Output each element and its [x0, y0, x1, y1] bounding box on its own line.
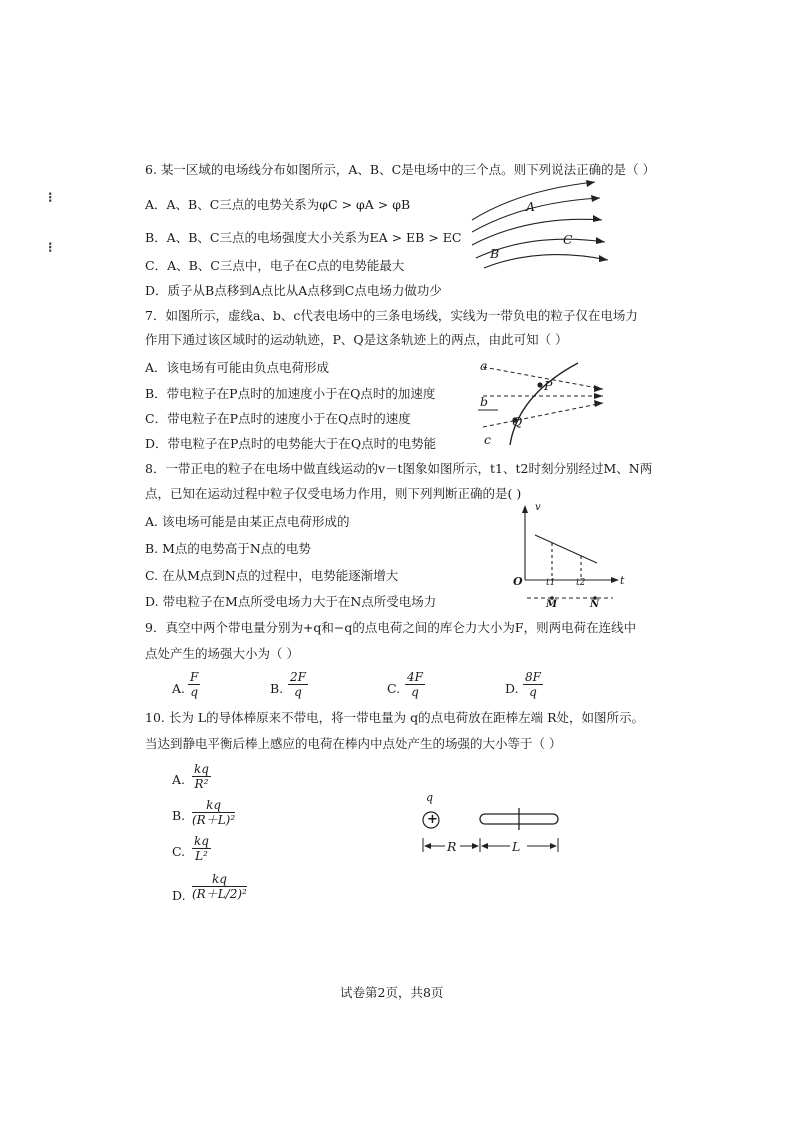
q10-length-l-label: L	[512, 839, 521, 854]
q10-option-b-denominator: (R＋L)²	[192, 813, 236, 827]
q8-tick-label-t1: t1	[546, 578, 556, 588]
q9-option-d-denominator: q	[529, 685, 537, 699]
q10-option-d-denominator: (R＋L/2)²	[192, 887, 247, 901]
q10-option-b-fraction	[192, 798, 235, 827]
q8-stem-line1: 8．一带正电的粒子在电场中做直线运动的v－t图象如图所示，t1、t2时刻分别经过M、N两	[145, 461, 653, 476]
q10-option-d-label: D.	[172, 888, 186, 903]
q9-option-c-label: C.	[387, 681, 401, 696]
q6-fig-label-c: C	[563, 232, 573, 247]
q10-stem-line1: 10. 长为 L的导体棒原来不带电，将一带电量为 q的点电荷放在距棒左端 R处，如图所示。	[145, 710, 644, 725]
q10-charge-label: q	[426, 791, 434, 804]
margin-mark: ⁝	[48, 240, 53, 256]
q10-option-a-fraction	[192, 762, 211, 791]
q8-option-c: C. 在从M点到N点的过程中，电势能逐渐增大	[145, 568, 399, 583]
q8-point-label-n: N	[590, 599, 600, 610]
q9-stem-line2: 点处产生的场强大小为（ ）	[145, 646, 299, 661]
q9-option-a-fraction	[188, 670, 200, 699]
q7-fig-label-q: Q	[512, 414, 523, 429]
q10-option-d-numerator: kq	[192, 872, 247, 887]
q9-stem-line1: 9．真空中两个带电量分别为+q和−q的点电荷之间的库仑力大小为F，则两电荷在连线中	[145, 620, 637, 635]
q9-option-b-label: B.	[270, 681, 284, 696]
q7-trajectory-figure	[478, 355, 613, 445]
page-footer: 试卷第2页，共8页	[340, 985, 444, 1000]
q10-option-b-label: B.	[172, 808, 186, 823]
margin-mark: ⁝	[48, 190, 53, 206]
q9-option-a-label: A.	[172, 681, 186, 696]
q6-stem: 6. 某一区域的电场线分布如图所示，A、B、C是电场中的三个点。则下列说法正确的是（ ）	[145, 162, 656, 177]
q7-stem-line2: 作用下通过该区域时的运动轨迹，P、Q是这条轨迹上的两点，由此可知（ ）	[145, 332, 568, 347]
q9-option-d-numerator: 8F	[525, 670, 541, 684]
q10-option-a-numerator: kq	[194, 762, 209, 776]
q7-option-a: A．该电场有可能由负点电荷形成	[145, 360, 330, 375]
q7-fig-label-c: c	[484, 432, 492, 447]
q9-option-b-numerator: 2F	[290, 670, 306, 684]
q9-option-c-denominator: q	[411, 685, 419, 699]
q10-distance-r-label: R	[447, 839, 457, 854]
q6-option-b: B．A、B、C三点的电场强度大小关系为EA > EB > EC	[145, 230, 462, 245]
q7-fig-label-p: P	[544, 378, 553, 393]
q9-option-d-label: D.	[505, 681, 519, 696]
q10-option-a-label: A.	[172, 772, 186, 787]
q10-charge-rod-figure	[415, 800, 565, 870]
q10-option-b-numerator: kq	[192, 798, 235, 813]
q10-plus-sign: +	[427, 812, 438, 827]
q7-stem-line1: 7．如图所示，虚线a、b、c代表电场中的三条电场线，实线为一带负电的粒子仅在电场力	[145, 308, 638, 323]
q8-option-a: A. 该电场可能是由某正点电荷形成的	[145, 514, 350, 529]
q7-option-d: D．带电粒子在P点时的电势能大于在Q点时的电势能	[145, 436, 437, 451]
q8-axis-label-t: t	[620, 574, 625, 587]
q7-fig-label-b: b	[480, 394, 489, 409]
q8-vt-graph	[515, 505, 625, 605]
q8-point-label-m: M	[546, 599, 558, 610]
q7-fig-label-a: a	[480, 358, 488, 373]
q9-option-b-denominator: q	[294, 685, 302, 699]
q10-option-c-denominator: L²	[195, 849, 208, 863]
q6-fig-label-b: B	[490, 246, 500, 261]
q10-stem-line2: 当达到静电平衡后棒上感应的电荷在棒内中点处产生的场强的大小等于（ ）	[145, 736, 562, 751]
q8-stem-line2: 点，已知在运动过程中粒子仅受电场力作用，则下列判断正确的是( )	[145, 486, 522, 501]
q9-option-b-fraction	[288, 670, 308, 699]
q6-option-c: C．A、B、C三点中，电子在C点的电势能最大	[145, 258, 405, 273]
q8-axis-label-v: v	[535, 502, 541, 513]
q8-tick-label-t2: t2	[576, 578, 586, 588]
q9-option-a-denominator: q	[190, 685, 198, 699]
q10-option-d-fraction	[192, 872, 247, 901]
q10-option-c-label: C.	[172, 844, 186, 859]
q7-option-c: C．带电粒子在P点时的速度小于在Q点时的速度	[145, 411, 411, 426]
q10-option-a-denominator: R²	[194, 777, 209, 791]
q10-option-c-numerator: kq	[194, 834, 209, 848]
q6-option-a: A．A、B、C三点的电势关系为φC > φA > φB	[145, 197, 411, 212]
q9-option-c-fraction	[405, 670, 425, 699]
q8-option-b: B. M点的电势高于N点的电势	[145, 541, 311, 556]
q9-option-c-numerator: 4F	[407, 670, 423, 684]
q6-option-d: D．质子从B点移到A点比从A点移到C点电场力做功少	[145, 283, 442, 298]
q8-option-d: D. 带电粒子在M点所受电场力大于在N点所受电场力	[145, 594, 437, 609]
q6-fig-label-a: A	[526, 199, 536, 214]
q7-option-b: B．带电粒子在P点时的加速度小于在Q点时的加速度	[145, 386, 436, 401]
q10-option-c-fraction	[192, 834, 211, 863]
q9-option-a-numerator: F	[190, 670, 199, 684]
q8-origin-label: O	[513, 575, 523, 588]
q9-option-d-fraction	[523, 670, 543, 699]
